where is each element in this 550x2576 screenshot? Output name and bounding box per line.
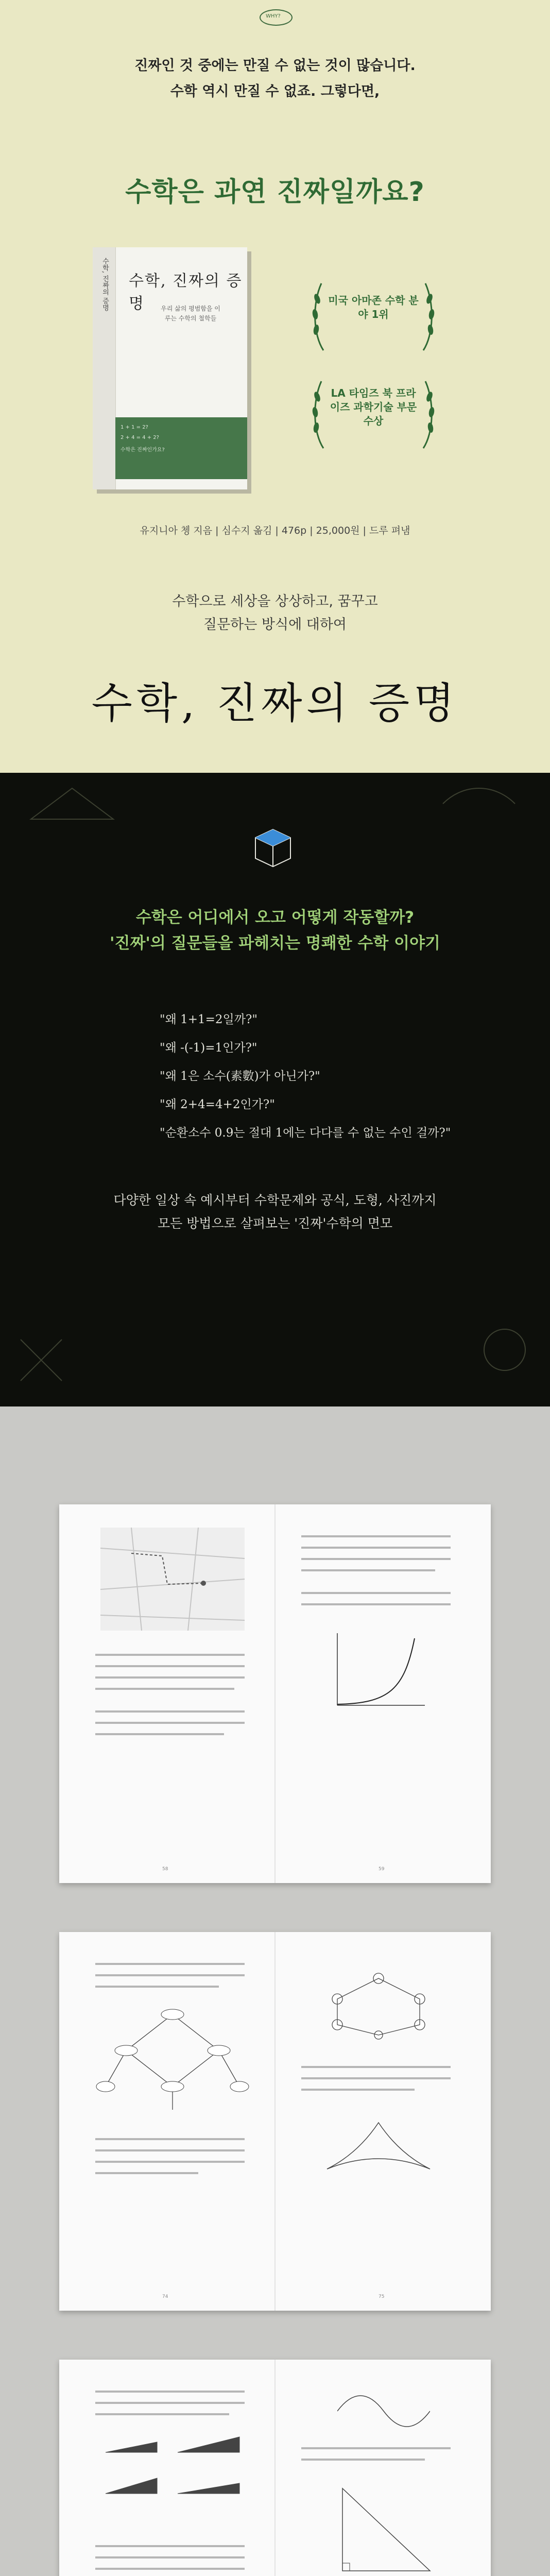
hyperbolic-triangle-figure bbox=[317, 2117, 440, 2179]
page-spread bbox=[59, 2360, 491, 2576]
hero-section bbox=[0, 0, 550, 773]
body-line-1: 다양한 일상 속 예시부터 수학문제와 공식, 도형, 사진까지 bbox=[113, 1193, 437, 1208]
chalk-doodles bbox=[0, 773, 550, 1406]
big-title: 수학, 진짜의 증명 bbox=[91, 679, 459, 728]
book-cover bbox=[93, 247, 247, 489]
hexagon-cycle-figure bbox=[306, 1968, 451, 2040]
page-number: 58 bbox=[162, 1867, 168, 1872]
page-number: 74 bbox=[162, 2294, 168, 2299]
brand-badge-icon: WHY? bbox=[260, 9, 293, 26]
award-la-times-text: LA 타임즈 북 프라이즈 과학기술 부문 수상 bbox=[330, 387, 417, 427]
section-question-1: 수학은 어디에서 오고 어떻게 작동할까? bbox=[135, 908, 415, 927]
sine-curve-figure bbox=[337, 2391, 430, 2432]
book-band-line: 2 + 4 = 4 + 2? bbox=[121, 435, 159, 440]
question-item: "순환소수 0.9는 절대 1에는 다다를 수 없는 수인 걸까?" bbox=[160, 1126, 451, 1140]
subtagline-line-2: 질문하는 방식에 대하여 bbox=[203, 617, 347, 633]
headline: 수학은 과연 진짜일까요? bbox=[125, 177, 425, 208]
section-question-2: '진짜'의 질문들을 파헤치는 명쾌한 수학 이야기 bbox=[110, 934, 440, 953]
book-title: 수학, 진짜의 증명 bbox=[129, 272, 243, 313]
book-band bbox=[115, 417, 247, 479]
page-number: 75 bbox=[379, 2294, 385, 2299]
question-item: "왜 2+4=4+2인가?" bbox=[160, 1098, 275, 1111]
page-spread bbox=[59, 1932, 491, 2311]
growth-curve-figure bbox=[327, 1628, 430, 1716]
book-band-line: 1 + 1 = 2? bbox=[121, 425, 148, 430]
laurel-right-icon bbox=[420, 278, 438, 355]
street-map-figure bbox=[100, 1528, 245, 1631]
triangle-slices-figure bbox=[100, 2432, 245, 2524]
question-item: "왜 1+1=2일까?" bbox=[160, 1013, 257, 1026]
spreads-section bbox=[0, 1406, 550, 2576]
subtagline-line-1: 수학으로 세상을 상상하고, 꿈꾸고 bbox=[172, 594, 378, 609]
divisor-lattice-figure bbox=[95, 2004, 250, 2117]
laurel-left-icon bbox=[309, 376, 326, 453]
right-triangle-figure bbox=[327, 2478, 440, 2576]
award-amazon bbox=[309, 278, 438, 355]
body-line-2: 모든 방법으로 살펴보는 '진짜'수학의 면모 bbox=[157, 1216, 393, 1231]
book-spine: 수학, 진짜의 증명 bbox=[93, 247, 116, 489]
laurel-right-icon bbox=[420, 376, 438, 453]
cube-icon bbox=[255, 829, 290, 867]
book-info-line: 유지니아 쳉 지음 | 심수지 옮김 | 476p | 25,000원 | 드루 펴냄 bbox=[140, 525, 410, 536]
question-item: "왜 -(-1)=1인가?" bbox=[160, 1041, 257, 1055]
page-number: 59 bbox=[379, 1867, 385, 1872]
page-spread bbox=[59, 1504, 491, 1883]
question-section bbox=[0, 773, 550, 1406]
award-la-times bbox=[309, 376, 438, 453]
award-amazon-text: 미국 아마존 수학 분야 1위 bbox=[328, 294, 419, 320]
question-item: "왜 1은 소수(素數)가 아닌가?" bbox=[160, 1070, 320, 1083]
book-band-line: 수학은 진짜인가요? bbox=[121, 447, 165, 453]
intro-line-2: 수학 역시 만질 수 없죠. 그렇다면, bbox=[170, 83, 380, 99]
laurel-left-icon bbox=[309, 278, 326, 355]
intro-line-1: 진짜인 것 중에는 만질 수 없는 것이 많습니다. bbox=[134, 58, 416, 74]
book-subtitle: 우리 삶의 평범함을 이루는 수학의 철학들 bbox=[161, 305, 220, 323]
